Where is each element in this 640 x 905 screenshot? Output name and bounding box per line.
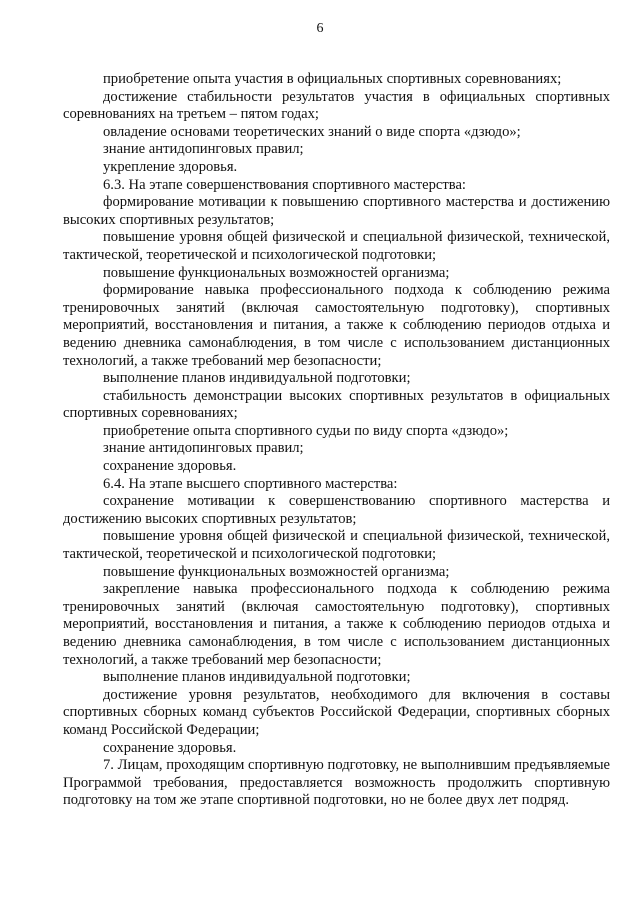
paragraph: повышение уровня общей физической и специальной физической, технической, тактической, теоретической и психологической подготовки; — [63, 229, 610, 263]
paragraph: выполнение планов индивидуальной подготовки; — [103, 669, 411, 686]
paragraph: приобретение опыта спортивного судьи по виду спорта «дзюдо»; — [103, 422, 509, 439]
paragraph: укрепление здоровья. — [103, 158, 238, 175]
paragraph: сохранение здоровья. — [103, 458, 237, 475]
paragraph: выполнение планов индивидуальной подготовки; — [103, 370, 411, 387]
paragraph: стабильность демонстрации высоких спортивных результатов в официальных спортивных соревнованиях; — [63, 387, 610, 422]
paragraph: сохранение здоровья. — [103, 739, 237, 756]
paragraph: сохранение мотивации к совершенствованию спортивного мастерства и достижению высоких спортивных результатов; — [63, 493, 610, 527]
paragraph: повышение функциональных возможностей организма; — [103, 264, 450, 281]
document-body — [63, 71, 610, 810]
paragraph: формирование навыка профессионального подхода к соблюдению режима тренировочных занятий (включая самостоятельную подготовку), спортивных мероприятий, восстановления и питания, а также к соблюдению периодов отдыха и ведению дневника самонаблюдения, в том числе с использованием дистанционных технологий, а также требований мер безопасности; — [63, 282, 610, 369]
paragraph: знание антидопинговых правил; — [103, 440, 304, 457]
paragraph: повышение уровня общей физической и специальной физической, технической, тактической, теоретической и психологической подготовки; — [63, 528, 610, 563]
paragraph: знание антидопинговых правил; — [103, 141, 304, 158]
page-number: 6 — [316, 21, 324, 36]
paragraph: достижение уровня результатов, необходимого для включения в составы спортивных сборных команд субъектов Российской Федерации, спортивных сборных команд Российской Федерации; — [63, 686, 610, 738]
paragraph: приобретение опыта участия в официальных спортивных соревнованиях; — [103, 71, 562, 87]
paragraph: закрепление навыка профессионального подхода к соблюдению режима тренировочных занятий (включая самостоятельную подготовку), спортивных мероприятий, восстановления и питания, а также к соблюдению периодов отдыха и ведению дневника самонаблюдения, в том числе с использованием дистанционных технологий, а также требований мер безопасности; — [63, 581, 610, 668]
paragraph: овладение основами теоретических знаний о виде спорта «дзюдо»; — [103, 123, 521, 140]
numbered-clause: 7. Лицам, проходящим спортивную подготовку, не выполнившим предъявляемые Программой требования, предоставляется возможность продолжить спортивную подготовку на том же этапе спортивной подготовки, но не более двух лет подряд. — [63, 757, 610, 809]
paragraph: достижение стабильности результатов участия в официальных спортивных соревнованиях на третьем – пятом годах; — [63, 88, 610, 123]
section-heading: 6.4. На этапе высшего спортивного мастерства: — [103, 475, 398, 492]
paragraph: формирование мотивации к повышению спортивного мастерства и достижению высоких спортивных результатов; — [63, 194, 610, 228]
paragraph: повышение функциональных возможностей организма; — [103, 563, 450, 580]
section-heading: 6.3. На этапе совершенствования спортивного мастерства: — [103, 176, 466, 193]
